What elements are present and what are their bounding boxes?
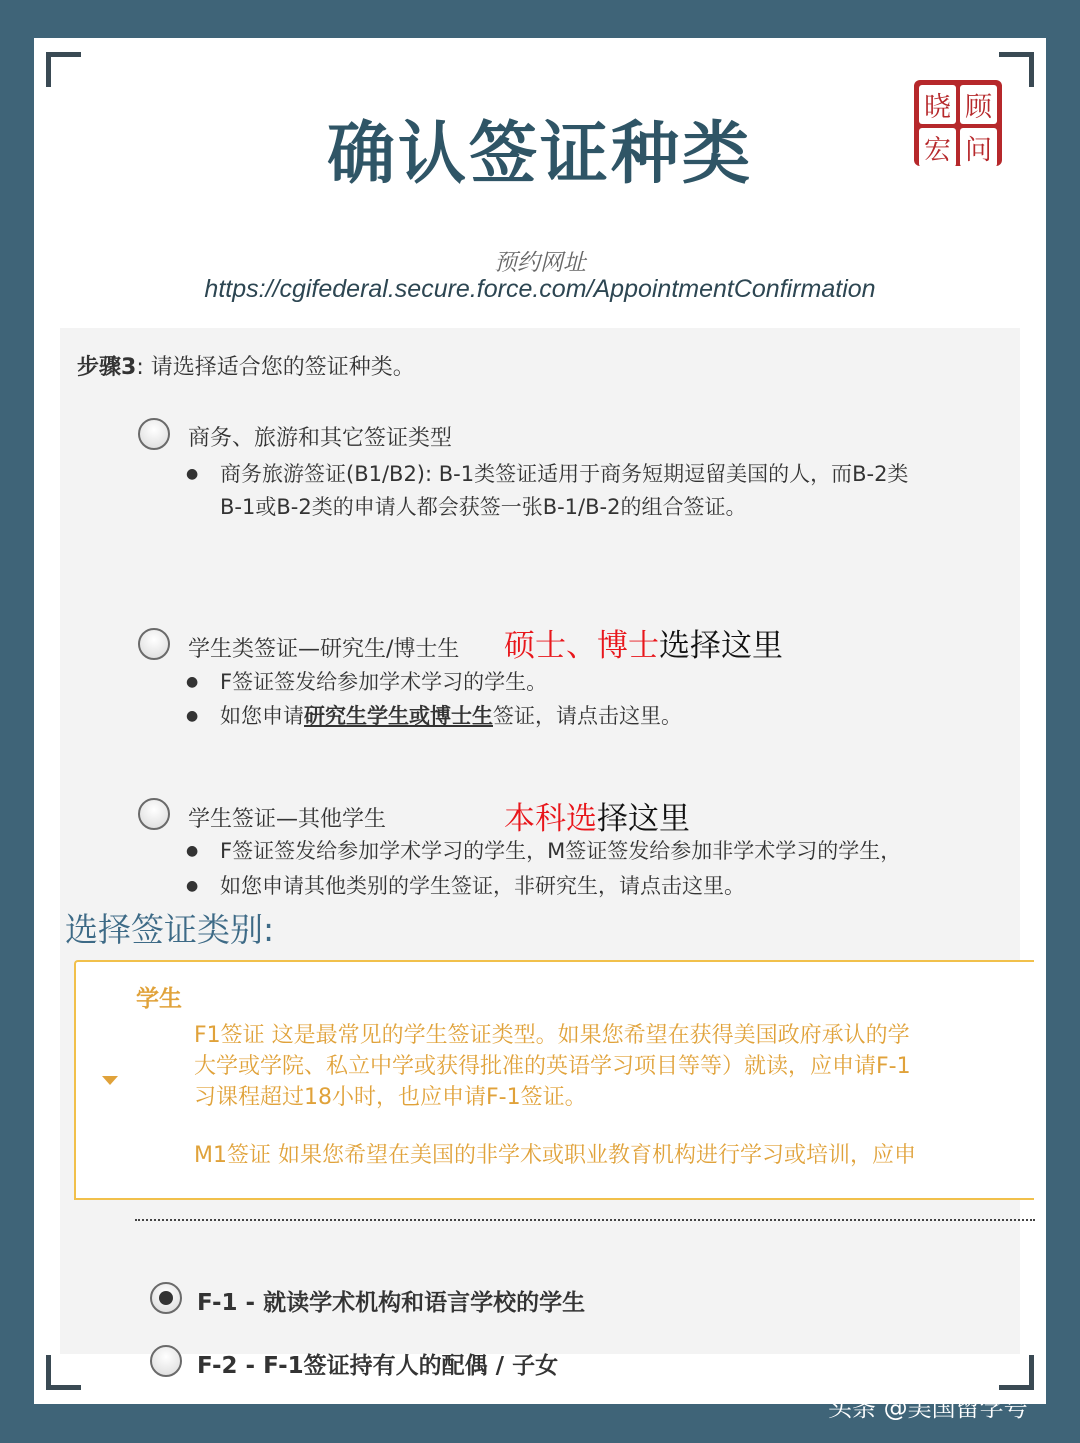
seal-char: 顾: [960, 85, 997, 124]
f1-description-line: 大学或学院、私立中学或获得批准的英语学习项目等等）就读，应申请F-1: [194, 1054, 911, 1079]
annotation-black-text: 择这里: [597, 801, 690, 837]
section-heading-visa-category: 选择签证类别:: [65, 910, 275, 949]
student-category-box: [74, 960, 1034, 1200]
annotation-undergraduate: [504, 793, 690, 838]
f1-description-line: F1签证 这是最常见的学生签证类型。如果您希望在获得美国政府承认的学: [194, 1023, 910, 1048]
visa-choice-f1[interactable]: F-1 - 就读学术机构和语言学校的学生: [197, 1290, 586, 1316]
annotation-masters-phd: [504, 620, 783, 665]
bullet-f-m-visa: ● F签证签发给参加学术学习的学生，M签证签发给参加非学术学习的学生，: [220, 837, 901, 865]
radio-other-student[interactable]: [138, 798, 170, 830]
bullet-text-post: 签证，请点击这里。: [493, 704, 682, 728]
f1-description-line: 习课程超过18小时，也应申请F-1签证。: [194, 1085, 587, 1110]
corner-bracket-top-left: [46, 52, 81, 87]
radio-f2[interactable]: [150, 1345, 182, 1377]
radio-graduate-student[interactable]: [138, 628, 170, 660]
infographic-card: [34, 38, 1046, 1404]
annotation-black-text: 选择这里: [659, 628, 783, 664]
radio-f1[interactable]: [150, 1282, 182, 1314]
option-label-graduate: 学生类签证—研究生/博士生: [188, 637, 460, 662]
visa-choice-f2[interactable]: F-2 - F-1签证持有人的配偶 / 子女: [197, 1353, 559, 1379]
bullet-business-visa: ● 商务旅游签证(B1/B2): B-1类签证适用于商务短期逗留美国的人，而B-2类: [220, 460, 908, 488]
watermark: 头条 @美国留学号: [828, 1394, 1028, 1422]
bullet-business-continuation: B-1或B-2类的申请人都会获签一张B-1/B-2的组合签证。: [220, 495, 747, 519]
annotation-red-text: 本科选: [504, 801, 597, 837]
m1-description-line: M1签证 如果您希望在美国的非学术或职业教育机构进行学习或培训，应申: [194, 1143, 916, 1168]
step-prefix: 步骤3: [77, 355, 137, 380]
step-heading: [77, 350, 415, 381]
dotted-divider: [135, 1219, 1035, 1221]
bullet-graduate-apply: [220, 702, 682, 730]
seal-stamp: [914, 80, 1002, 166]
bullet-f-visa-academic: ● F签证签发给参加学术学习的学生。: [220, 668, 547, 696]
student-category-title: 学生: [136, 986, 182, 1012]
seal-char: 宏: [919, 128, 956, 167]
corner-bracket-bottom-right: [999, 1355, 1034, 1390]
option-label-other-student: 学生签证—其他学生: [188, 807, 387, 832]
radio-business-tourism[interactable]: [138, 418, 170, 450]
option-label-business: 商务、旅游和其它签证类型: [188, 426, 453, 451]
subtitle: 预约网址: [494, 250, 586, 276]
page-title: 确认签证种类: [326, 115, 753, 194]
bullet-text-pre: 如您申请: [220, 704, 304, 728]
collapse-triangle-icon[interactable]: [102, 1076, 118, 1085]
step-text: : 请选择适合您的签证种类。: [136, 355, 415, 380]
screenshot-panel: [60, 328, 1020, 1379]
appointment-url: https://cgifederal.secure.force.com/AppointmentConfirmation: [204, 275, 876, 303]
seal-char: 晓: [919, 85, 956, 124]
bullet-other-student-apply: ● 如您申请其他类别的学生签证，非研究生，请点击这里。: [220, 872, 745, 900]
seal-char: 问: [960, 128, 997, 167]
annotation-red-text: 硕士、博士: [504, 628, 659, 664]
graduate-phd-link[interactable]: 研究生学生或博士生: [304, 704, 493, 728]
corner-bracket-bottom-left: [46, 1355, 81, 1390]
corner-bracket-top-right: [999, 52, 1034, 87]
